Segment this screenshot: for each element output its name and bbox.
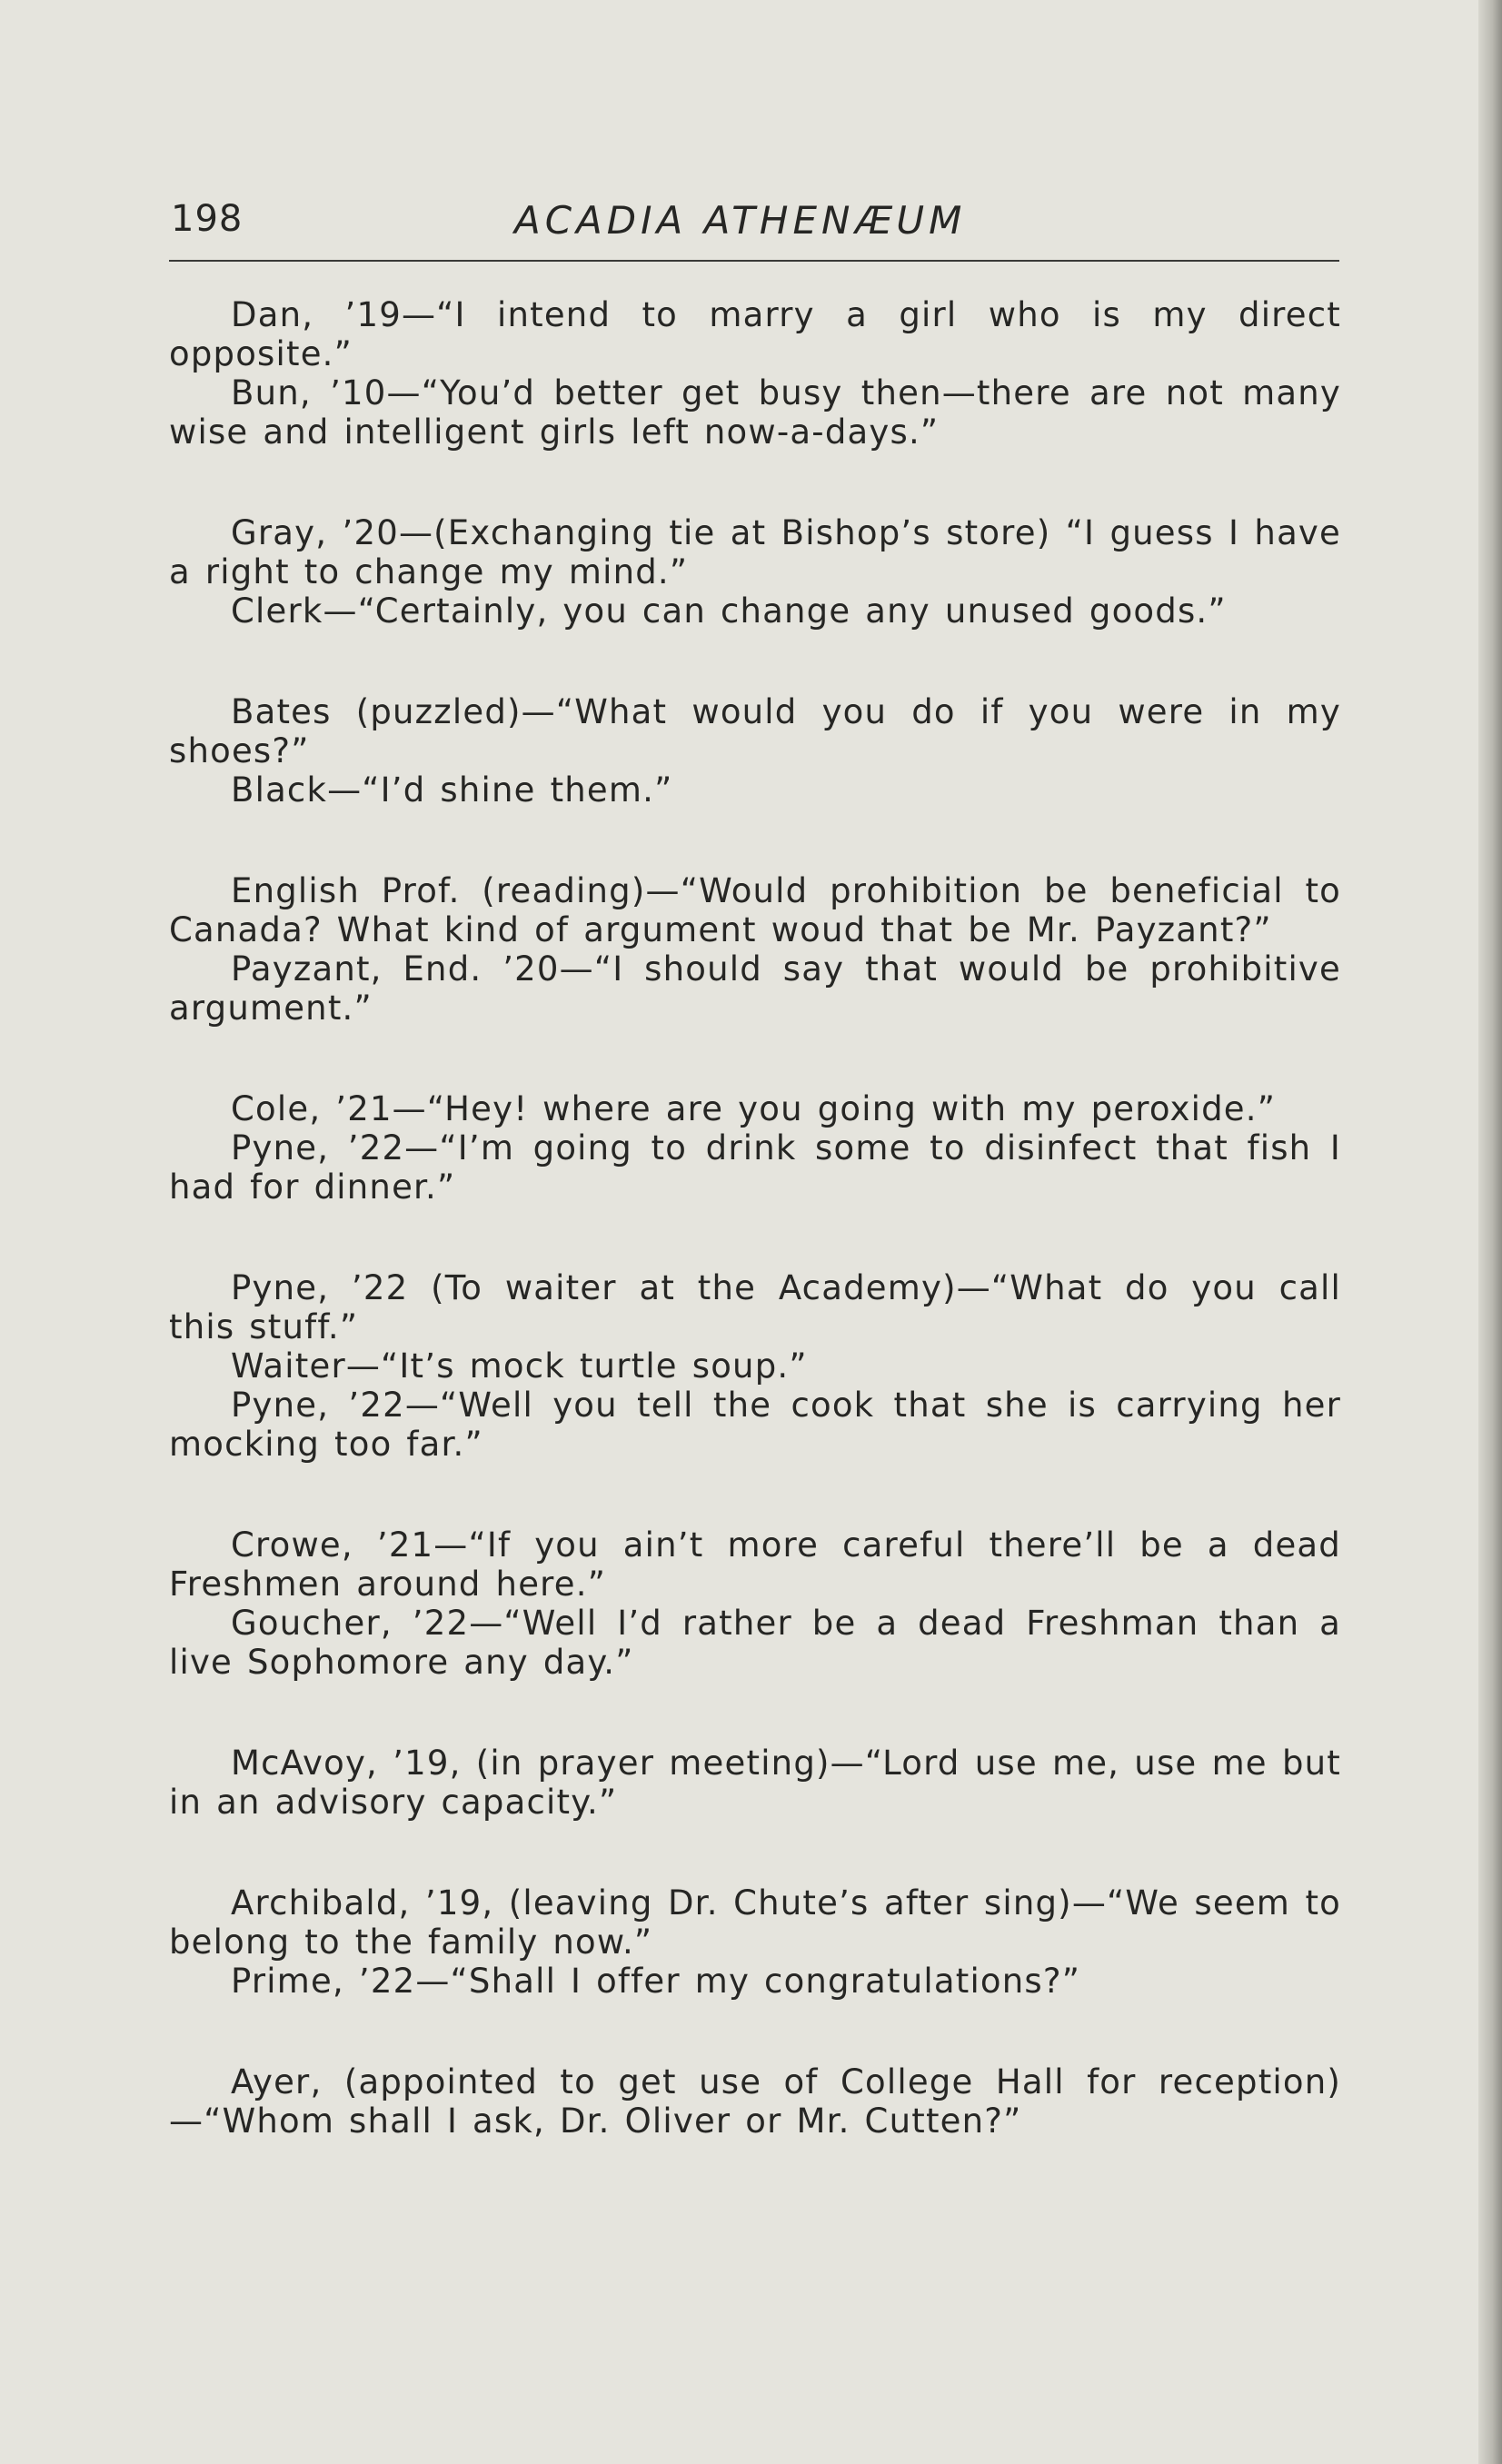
joke-line: Prime, ’22—“Shall I offer my congratulations?” (231, 1962, 1081, 2001)
joke-line: Payzant, End. ’20—“I should say that would be prohibitive argument.” (169, 949, 1341, 1028)
joke-item (169, 295, 1341, 452)
joke-item (169, 692, 1341, 810)
header-rule (169, 260, 1339, 262)
joke-line: Gray, ’20—(Exchanging tie at Bishop’s store) “I guess I have a right to change my mind.” (169, 513, 1341, 591)
joke-item (169, 1089, 1341, 1207)
joke-item (169, 871, 1341, 1028)
joke-item (169, 2062, 1341, 2141)
joke-line: Bun, ’10—“You’d better get busy then—there are not many wise and intelligent girls left now-a-days.” (169, 373, 1341, 452)
joke-line: Clerk—“Certainly, you can change any unused goods.” (231, 591, 1227, 631)
joke-line: Pyne, ’22 (To waiter at the Academy)—“What do you call this stuff.” (169, 1268, 1341, 1346)
joke-line: Ayer, (appointed to get use of College Hall for reception)—“Whom shall I ask, Dr. Oliver or Mr. Cutten?” (169, 2062, 1341, 2141)
page-number: 198 (171, 198, 244, 240)
joke-line: Waiter—“It’s mock turtle soup.” (231, 1346, 808, 1386)
joke-line: Archibald, ’19, (leaving Dr. Chute’s after sing)—“We seem to belong to the family now.” (169, 1883, 1341, 1962)
joke-line: Goucher, ’22—“Well I’d rather be a dead Freshman than a live Sophomore any day.” (169, 1604, 1341, 1682)
jokes-column (169, 295, 1341, 2202)
page-edge-shadow (1478, 0, 1502, 2464)
joke-item (169, 1883, 1341, 2001)
joke-line: McAvoy, ’19, (in prayer meeting)—“Lord use me, use me but in an advisory capacity.” (169, 1744, 1341, 1822)
joke-line: Crowe, ’21—“If you ain’t more careful there’ll be a dead Freshmen around here.” (169, 1525, 1341, 1604)
joke-line: Pyne, ’22—“Well you tell the cook that she is carrying her mocking too far.” (169, 1386, 1341, 1464)
joke-line: Pyne, ’22—“I’m going to drink some to disinfect that fish I had for dinner.” (169, 1128, 1341, 1207)
joke-line: English Prof. (reading)—“Would prohibition be beneficial to Canada? What kind of argument woud that be Mr. Payzant?” (169, 871, 1341, 949)
joke-item (169, 1744, 1341, 1822)
joke-line: Dan, ’19—“I intend to marry a girl who is my direct opposite.” (169, 295, 1341, 373)
joke-line: Black—“I’d shine them.” (231, 770, 673, 810)
page-header (171, 198, 1338, 245)
running-title: ACADIA ATHENÆUM (514, 198, 967, 243)
joke-item (169, 513, 1341, 631)
joke-line: Cole, ’21—“Hey! where are you going with my peroxide.” (231, 1089, 1277, 1128)
joke-line: Bates (puzzled)—“What would you do if you were in my shoes?” (169, 692, 1341, 770)
joke-item (169, 1268, 1341, 1464)
joke-item (169, 1525, 1341, 1682)
